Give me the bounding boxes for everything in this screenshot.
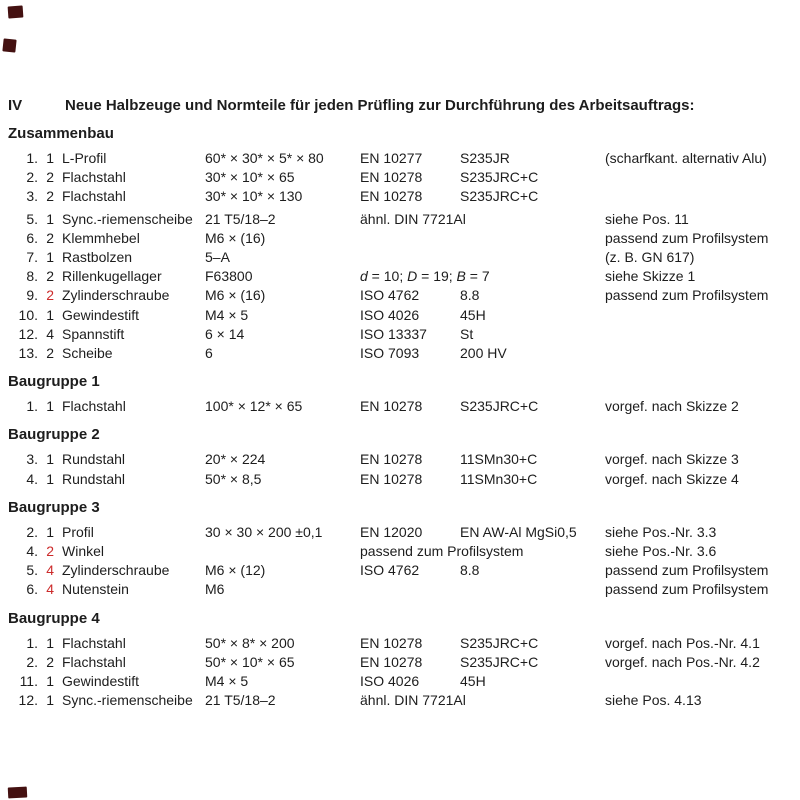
row-material: 8.8 — [460, 287, 480, 304]
row-position: 13. — [18, 345, 38, 362]
row-note: siehe Pos.-Nr. 3.3 — [605, 523, 717, 540]
row-position: 2. — [26, 653, 38, 670]
row-part-name: Flachstahl — [62, 653, 126, 670]
row-material: 11SMn30+C — [460, 470, 538, 487]
table-row — [8, 653, 792, 672]
row-part-name: L-Profil — [62, 150, 107, 166]
row-dimensions: M6 × (16) — [205, 229, 266, 246]
table-row — [8, 470, 792, 489]
row-quantity: 2 — [46, 268, 54, 285]
row-quantity: 1 — [46, 249, 54, 266]
row-quantity: 1 — [46, 150, 54, 166]
row-note: vorgef. nach Pos.-Nr. 4.2 — [605, 653, 760, 670]
table-row — [8, 561, 792, 580]
row-part-name: Nutenstein — [62, 581, 129, 598]
row-note: vorgef. nach Pos.-Nr. 4.1 — [605, 634, 760, 651]
row-part-name: Klemmhebel — [62, 229, 140, 246]
row-position: 3. — [26, 451, 38, 468]
row-standard: ähnl. DIN 7721Al — [360, 692, 466, 709]
row-standard: ISO 7093 — [360, 345, 420, 362]
row-note: passend zum Profilsystem — [605, 562, 769, 579]
row-position: 7. — [26, 249, 38, 266]
row-quantity: 1 — [46, 673, 54, 690]
row-position: 12. — [18, 692, 38, 709]
row-standard: EN 10278 — [360, 169, 423, 186]
row-quantity: 2 — [46, 229, 54, 246]
row-note: siehe Pos.-Nr. 3.6 — [605, 543, 717, 560]
row-material: St — [460, 325, 474, 342]
parts-section — [8, 610, 792, 711]
row-material: S235JRC+C — [460, 634, 539, 651]
row-note: passend zum Profilsystem — [605, 287, 769, 304]
row-note: siehe Pos. 11 — [605, 210, 689, 227]
row-standard: ISO 4026 — [360, 306, 420, 323]
row-dimensions: 5–A — [205, 249, 230, 266]
row-note: siehe Skizze 1 — [605, 268, 696, 285]
row-standard — [360, 229, 460, 248]
row-standard: EN 10278 — [360, 451, 423, 468]
row-quantity: 4 — [46, 325, 54, 342]
row-material: 200 HV — [460, 345, 507, 362]
row-quantity: 1 — [46, 692, 54, 709]
table-row — [8, 267, 792, 286]
row-position: 1. — [26, 398, 38, 415]
page-title: Neue Halbzeuge und Normteile für jeden Prüfling zur Durchführung des Arbeitsauftrags: — [65, 97, 695, 114]
table-row — [8, 286, 792, 305]
row-part-name: Winkel — [62, 543, 105, 560]
row-position: 5. — [26, 562, 38, 579]
row-dimensions: M4 × 5 — [205, 306, 249, 323]
row-quantity: 2 — [46, 345, 54, 362]
sections-container — [8, 125, 792, 710]
row-note — [605, 672, 792, 691]
row-quantity: 1 — [46, 523, 54, 540]
scan-mark-bottom — [8, 787, 28, 799]
row-standard: EN 10278 — [360, 398, 423, 415]
row-quantity: 1 — [46, 210, 54, 227]
row-material: 45H — [460, 673, 486, 690]
row-material: S235JRC+C — [460, 653, 539, 670]
row-position: 4. — [26, 470, 38, 487]
row-material: 11SMn30+C — [460, 451, 538, 468]
section-heading: Baugruppe 1 — [8, 373, 100, 391]
row-standard: EN 10278 — [360, 653, 423, 670]
row-dimensions: 50* × 10* × 65 — [205, 653, 295, 670]
row-material — [460, 229, 605, 248]
row-position: 12. — [18, 325, 38, 342]
row-part-name: Scheibe — [62, 345, 113, 362]
row-position: 1. — [26, 634, 38, 651]
row-part-name: Rillenkugellager — [62, 268, 162, 285]
row-dimensions — [205, 542, 360, 561]
table-row — [8, 325, 792, 344]
row-part-name: Flachstahl — [62, 634, 126, 651]
row-dimensions: M6 × (12) — [205, 562, 266, 579]
section-heading: Baugruppe 3 — [8, 498, 100, 516]
row-quantity: 1 — [46, 306, 54, 323]
table-row — [8, 229, 792, 248]
row-material — [460, 248, 605, 267]
row-note: vorgef. nach Skizze 4 — [605, 470, 739, 487]
row-position: 8. — [26, 268, 38, 285]
row-part-name: Sync.-riemenscheibe — [62, 210, 193, 227]
row-part-name: Gewindestift — [62, 673, 140, 690]
row-dimensions: 30* × 10* × 130 — [205, 188, 303, 205]
table-row — [8, 580, 792, 599]
row-note: passend zum Profilsystem — [605, 581, 769, 598]
row-position: 4. — [26, 543, 38, 560]
row-note: siehe Pos. 4.13 — [605, 692, 702, 709]
row-note — [605, 168, 792, 187]
row-standard — [360, 580, 460, 599]
row-standard: ISO 13337 — [360, 325, 427, 342]
table-row — [8, 168, 792, 187]
row-note — [605, 325, 792, 344]
row-material: S235JRC+C — [460, 188, 539, 205]
row-part-name: Rundstahl — [62, 451, 126, 468]
table-row — [8, 248, 792, 267]
section-heading: Baugruppe 4 — [8, 609, 100, 627]
row-dimensions: 21 T5/18–2 — [205, 692, 276, 709]
row-quantity: 1 — [46, 398, 54, 415]
row-dimensions: M6 — [205, 581, 225, 598]
row-part-name: Rundstahl — [62, 470, 126, 487]
row-position: 9. — [26, 287, 38, 304]
parts-section — [8, 499, 792, 600]
scan-mark-top-2 — [2, 38, 16, 52]
row-note: vorgef. nach Skizze 2 — [605, 398, 739, 415]
row-note: passend zum Profilsystem — [605, 229, 769, 246]
row-quantity: 4 — [46, 581, 54, 598]
row-standard: ISO 4026 — [360, 673, 420, 690]
scan-mark-top-1 — [8, 5, 24, 18]
row-note: (z. B. GN 617) — [605, 249, 695, 266]
row-dimensions: 30* × 10* × 65 — [205, 169, 295, 186]
row-quantity: 2 — [46, 169, 54, 186]
row-part-name: Flachstahl — [62, 169, 126, 186]
row-dimensions: 20* × 224 — [205, 451, 266, 468]
row-dimensions: M6 × (16) — [205, 287, 266, 304]
section-number: IV — [8, 97, 23, 114]
section-heading: Baugruppe 2 — [8, 426, 100, 444]
document-header — [8, 97, 792, 115]
parts-section — [8, 125, 792, 363]
row-part-name: Rastbolzen — [62, 249, 133, 266]
row-part-name: Sync.-riemenscheibe — [62, 692, 193, 709]
row-note: vorgef. nach Skizze 3 — [605, 451, 739, 468]
row-standard: EN 10278 — [360, 188, 423, 205]
row-quantity: 2 — [46, 543, 54, 560]
row-dimensions: 50* × 8,5 — [205, 470, 262, 487]
row-material: EN AW-Al MgSi0,5 — [460, 523, 577, 540]
row-position: 6. — [26, 229, 38, 246]
row-dimensions: 21 T5/18–2 — [205, 210, 276, 227]
row-position: 2. — [26, 169, 38, 186]
table-row — [8, 210, 792, 229]
table-row — [8, 306, 792, 325]
row-dimensions: 50* × 8* × 200 — [205, 634, 295, 651]
table-row — [8, 149, 792, 168]
row-standard: d = 10; D = 19; B = 7 — [360, 268, 490, 285]
row-standard — [360, 248, 460, 267]
row-standard: EN 10277 — [360, 150, 423, 166]
row-dimensions: 30 × 30 × 200 ±0,1 — [205, 523, 323, 540]
row-note: (scharfkant. alternativ Alu) — [605, 150, 767, 166]
table-row — [8, 344, 792, 363]
row-standard: EN 12020 — [360, 523, 423, 540]
row-material: 8.8 — [460, 562, 480, 579]
row-quantity: 4 — [46, 562, 54, 579]
row-part-name: Zylinderschraube — [62, 562, 170, 579]
row-standard: EN 10278 — [360, 470, 423, 487]
row-position: 10. — [18, 306, 38, 323]
row-note — [605, 344, 792, 363]
table-row — [8, 450, 792, 469]
row-part-name: Zylinderschraube — [62, 287, 170, 304]
table-row — [8, 397, 792, 416]
row-material: 45H — [460, 306, 486, 323]
row-quantity: 1 — [46, 470, 54, 487]
row-position: 2. — [26, 523, 38, 540]
row-dimensions: F63800 — [205, 268, 253, 285]
row-position: 1. — [26, 150, 38, 166]
table-row — [8, 634, 792, 653]
row-quantity: 2 — [46, 188, 54, 205]
row-note — [605, 306, 792, 325]
table-row — [8, 691, 792, 710]
row-standard: ISO 4762 — [360, 287, 420, 304]
row-standard: ähnl. DIN 7721Al — [360, 210, 466, 227]
row-note — [605, 187, 792, 206]
table-row — [8, 187, 792, 206]
parts-section — [8, 426, 792, 488]
row-position: 3. — [26, 188, 38, 205]
row-dimensions: M4 × 5 — [205, 673, 249, 690]
row-position: 11. — [19, 673, 38, 690]
row-standard: ISO 4762 — [360, 562, 420, 579]
row-standard: EN 10278 — [360, 634, 423, 651]
row-material — [460, 580, 605, 599]
row-part-name: Flachstahl — [62, 398, 126, 415]
table-row — [8, 672, 792, 691]
row-dimensions: 60* × 30* × 5* × 80 — [205, 150, 324, 166]
row-part-name: Gewindestift — [62, 306, 140, 323]
row-material: S235JRC+C — [460, 398, 539, 415]
row-part-name: Profil — [62, 523, 94, 540]
row-position: 5. — [26, 210, 38, 227]
row-standard: passend zum Profilsystem — [360, 543, 524, 560]
row-part-name: Spannstift — [62, 325, 125, 342]
table-row — [8, 523, 792, 542]
row-part-name: Flachstahl — [62, 188, 126, 205]
row-quantity: 1 — [46, 451, 54, 468]
row-material: S235JR — [460, 150, 510, 166]
parts-section — [8, 373, 792, 416]
row-quantity: 2 — [46, 287, 54, 304]
row-material: S235JRC+C — [460, 169, 539, 186]
row-dimensions: 6 × 14 — [205, 325, 245, 342]
section-heading: Zusammenbau — [8, 125, 114, 142]
table-row — [8, 542, 792, 561]
row-position: 6. — [26, 581, 38, 598]
row-quantity: 1 — [46, 634, 54, 651]
row-dimensions: 100* × 12* × 65 — [205, 398, 303, 415]
row-dimensions: 6 — [205, 345, 213, 362]
row-quantity: 2 — [46, 653, 54, 670]
